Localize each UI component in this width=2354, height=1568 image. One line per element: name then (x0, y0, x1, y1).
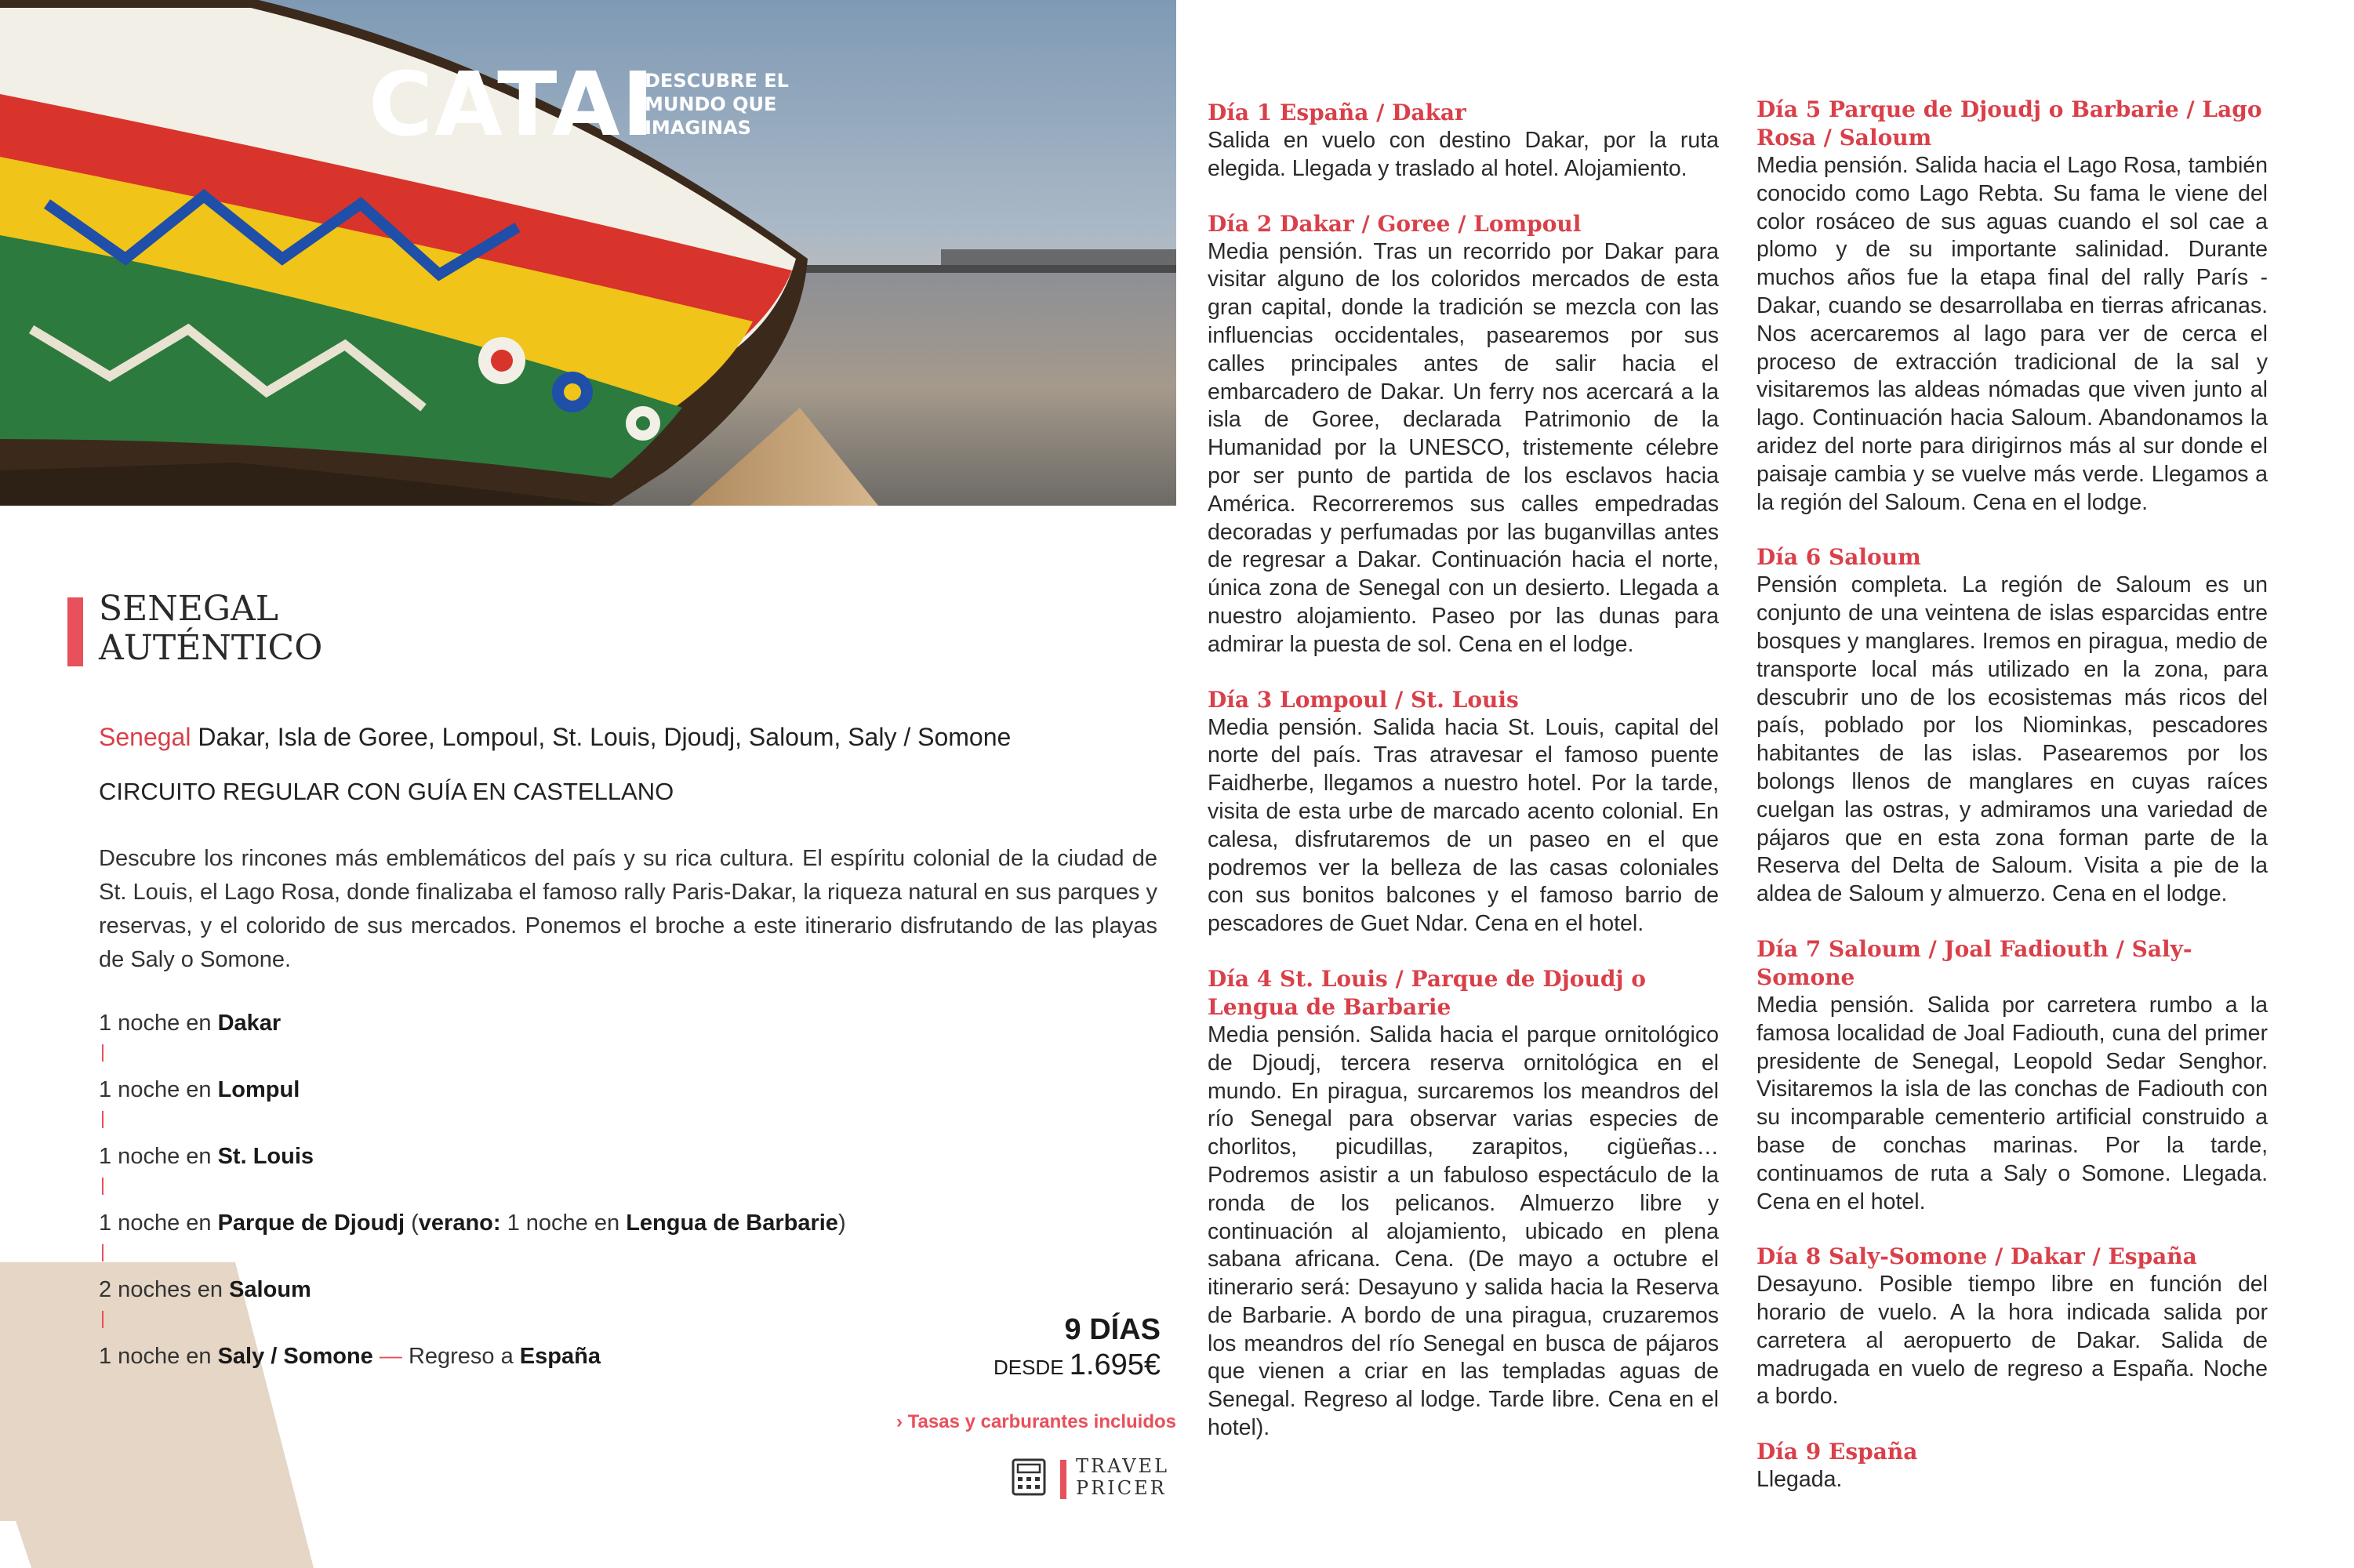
night-place: Saly / Somone (217, 1344, 373, 1369)
day-entry (1756, 1438, 2268, 1494)
tagline-line: MUNDO QUE (645, 93, 777, 115)
night-item (99, 1008, 1001, 1038)
night-item (99, 1208, 1001, 1238)
day-heading: Día 4 St. Louis / Parque de Djoudj o Lengua de Barbarie (1208, 965, 1646, 1020)
night-item (99, 1275, 1001, 1305)
day-entry (1208, 99, 1719, 183)
hero-photo (0, 0, 1176, 506)
travel-pricer-badge (1012, 1455, 1170, 1500)
night-count: 2 noches en (99, 1277, 230, 1302)
tagline-line: DESCUBRE EL (645, 70, 789, 92)
day-heading: Día 5 Parque de Djoudj o Barbarie / Lago Rosa / Saloum (1756, 96, 2262, 151)
price-from-label: DESDE (993, 1356, 1070, 1379)
night-item (99, 1075, 1001, 1105)
itinerary-column-1 (1208, 99, 1719, 1469)
day-heading: Día 7 Saloum / Joal Fadiouth / Saly-Somone (1756, 935, 2192, 990)
day-entry (1756, 935, 2268, 1216)
day-text: Desayuno. Posible tiempo libre en función del horario de vuelo. A la hora indicada salida por carretera al aeropuerto de Dakar. Salida de madrugada en vuelo de regreso a España. Noche a bordo. (1756, 1272, 2268, 1410)
return-label: Regreso a (408, 1344, 520, 1369)
price-block (925, 1348, 1161, 1382)
night-item (99, 1142, 1001, 1171)
night-item (99, 1341, 1001, 1371)
paren-close: ) (837, 1210, 846, 1236)
title-line: SENEGAL (99, 589, 279, 629)
page-title (99, 590, 322, 668)
night-count-alt: 1 noche en (500, 1210, 627, 1236)
travel-pricer-line: TRAVEL (1076, 1455, 1170, 1477)
calculator-icon (1012, 1458, 1046, 1496)
travel-pricer-line: PRICER (1076, 1477, 1167, 1499)
destinations-line (99, 723, 1011, 752)
dash-separator: — (372, 1344, 409, 1369)
destination-places: Dakar, Isla de Goree, Lompoul, St. Louis, Djoudj, Saloum, Saly / Somone (191, 723, 1012, 751)
night-count: 1 noche en (99, 1011, 218, 1036)
night-separator (102, 1111, 104, 1128)
tagline-line: IMAGINAS (645, 117, 751, 139)
day-heading: Día 3 Lompoul / St. Louis (1208, 686, 1519, 713)
day-text: Media pensión. Salida hacia el Lago Rosa, también conocido como Lago Rebta. Su fama le viene del color rosáceo de sus aguas cuando el sol cae a plomo y de su importante salinidad. Durante muchos años fue la etapa final del rally París - Dakar, cuando se desarrollaba en tierras africanas. Nos acercaremos al lago para ver de cerca el proceso de extracción tradicional de la sal y visitaremos las aldeas nómadas que viven junto al lago. Continuación hacia Saloum. Abandonamos la aridez del norte para dirigirnos más al sur donde el paisaje cambia y se vuelve más verde. Llegamos a la región del Saloum. Cena en el lodge. (1756, 153, 2268, 515)
price-amount: 1.695€ (1069, 1348, 1161, 1381)
day-entry (1756, 96, 2268, 517)
day-entry (1208, 210, 1719, 659)
travel-pricer-text (1076, 1455, 1169, 1499)
day-entry (1756, 1243, 2268, 1411)
day-entry (1756, 543, 2268, 909)
title-line: AUTÉNTICO (99, 628, 323, 668)
night-place: Lompul (217, 1077, 300, 1102)
day-heading: Día 1 España / Dakar (1208, 100, 1466, 125)
intro-paragraph: Descubre los rincones más emblemáticos del país y su rica cultura. El espíritu colonial de la ciudad de St. Louis, el Lago Rosa, donde finalizaba el famoso rally Paris-Dakar, la riqueza natural en sus parques y reservas, y el colorido de sus mercados. Ponemos el broche a este itinerario disfrutando de las playas de Saly o Somone. (99, 846, 1157, 972)
night-season: verano: (418, 1210, 501, 1236)
night-place: Saloum (229, 1277, 311, 1302)
return-place: España (519, 1344, 601, 1369)
day-heading: Día 6 Saloum (1756, 544, 1921, 571)
circuit-label: CIRCUITO REGULAR CON GUÍA EN CASTELLANO (99, 778, 674, 805)
title-accent-bar (67, 597, 83, 666)
night-place: St. Louis (217, 1144, 314, 1169)
night-separator (102, 1244, 104, 1261)
night-count: 1 noche en (99, 1210, 218, 1236)
day-text: Media pensión. Salida hacia el parque ornitológico de Djoudj, tercera reserva ornitológica en el mundo. En piragua, surcaremos los meandros del río Senegal para observar varias especies de chorlitos, picudillas, zarapitos, cigüeñas…Podremos asistir a un fabuloso espectáculo de la ronda de los pelicanos. Almuerzo libre y continuación al alojamiento, ubicado en plena sabana africana. Cena. (De mayo a octubre el itinerario será: Desayuno y salida hacia la Reserva de Barbarie. A bordo de una piragua, cruzaremos los meandros del río Senegal en busca de pájaros que vienen a criar en las templadas aguas de Senegal. Regreso al lodge. Tarde libre. Cena en el hotel). (1208, 1022, 1719, 1441)
day-text: Media pensión. Tras un recorrido por Dakar para visitar alguno de los coloridos mercados de esta gran capital, donde la tradición se mezcla con las influencias occidentales, pasearemos por sus calles principales antes de salir hacia el embarcadero de Dakar. Un ferry nos acercará a la isla de Goree, declarada Patrimonio de la Humanidad por la UNESCO, tristemente célebre por ser punto de partida de los esclavos hacia América. Recorreremos sus calles empedradas decoradas y perfumadas por las buganvillas antes de regresar a Dakar. Continuación hacia el norte, única zona de Senegal con un desierto. Llegada a nuestro alojamiento. Paseo por las dunas para admirar la puesta de sol. Cena en el lodge. (1208, 238, 1719, 657)
itinerary-column-2 (1756, 96, 2268, 1521)
nights-list (99, 1008, 1001, 1371)
brand-tagline (645, 69, 825, 140)
night-separator (102, 1044, 104, 1062)
night-separator (102, 1178, 104, 1195)
day-text: Media pensión. Salida hacia St. Louis, capital del norte del país. Tras atravesar el famoso puente Faidherbe, llegamos a nuestro hotel. Por la tarde, visita de esta urbe de marcado acento colonial. En calesa, disfrutaremos de un paseo en el que podremos ver la belleza de las casas coloniales con sus bonitos balcones y el famoso barrio de pescadores de Guet Ndar. Cena en el hotel. (1208, 714, 1719, 937)
catai-logo: CATAI (369, 54, 656, 156)
trip-duration: 9 DÍAS (1064, 1313, 1161, 1346)
day-text: Salida en vuelo con destino Dakar, por la ruta elegida. Llegada y traslado al hotel. Alojamiento. (1208, 128, 1719, 181)
night-separator (102, 1311, 104, 1328)
travel-pricer-accent (1060, 1460, 1066, 1499)
destination-country: Senegal (99, 723, 191, 751)
day-entry (1208, 965, 1719, 1443)
day-heading: Día 9 España (1756, 1439, 1918, 1465)
day-entry (1208, 686, 1719, 938)
night-place: Parque de Djoudj (217, 1210, 405, 1236)
taxes-note-link[interactable]: › Tasas y carburantes incluidos (895, 1411, 1176, 1432)
night-count: 1 noche en (99, 1344, 218, 1369)
night-place: Dakar (217, 1011, 282, 1036)
night-count: 1 noche en (99, 1077, 218, 1102)
day-heading: Día 8 Saly-Somone / Dakar / España (1756, 1243, 2197, 1270)
paren-open: ( (405, 1210, 419, 1236)
night-count: 1 noche en (99, 1144, 218, 1169)
day-text: Media pensión. Salida por carretera rumbo a la famosa localidad de Joal Fadiouth, cuna del primer presidente de Senegal, Leopold Sedar Senghor. Visitaremos la isla de las conchas de Fadiouth con su incomparable cementerio artificial construido a base de conchas marinas. Por la tarde, continuamos de ruta a Saly o Somone. Llegada. Cena en el hotel. (1756, 992, 2268, 1214)
catai-brand (369, 54, 789, 156)
day-text: Pensión completa. La región de Saloum es un conjunto de una veintena de islas esparcidas entre bosques y manglares. Iremos en piragua, medio de transporte local más utilizado en la zona, para descubrir uno de los ecosistemas más ricos del país, poblado por los Niominkas, pescadores habitantes de las islas. Pasearemos por los bolongs llenos de manglares en cuyas raíces cuelgan las ostras, y admiramos una variedad de pájaros que en esta zona forman parte de la Reserva del Delta de Saloum. Visita a pie de la aldea de Saloum y almuerzo. Cena en el lodge. (1756, 572, 2268, 907)
day-heading: Día 2 Dakar / Goree / Lompoul (1208, 210, 1582, 237)
night-place-alt: Lengua de Barbarie (626, 1210, 838, 1236)
day-text: Llegada. (1756, 1467, 1843, 1493)
